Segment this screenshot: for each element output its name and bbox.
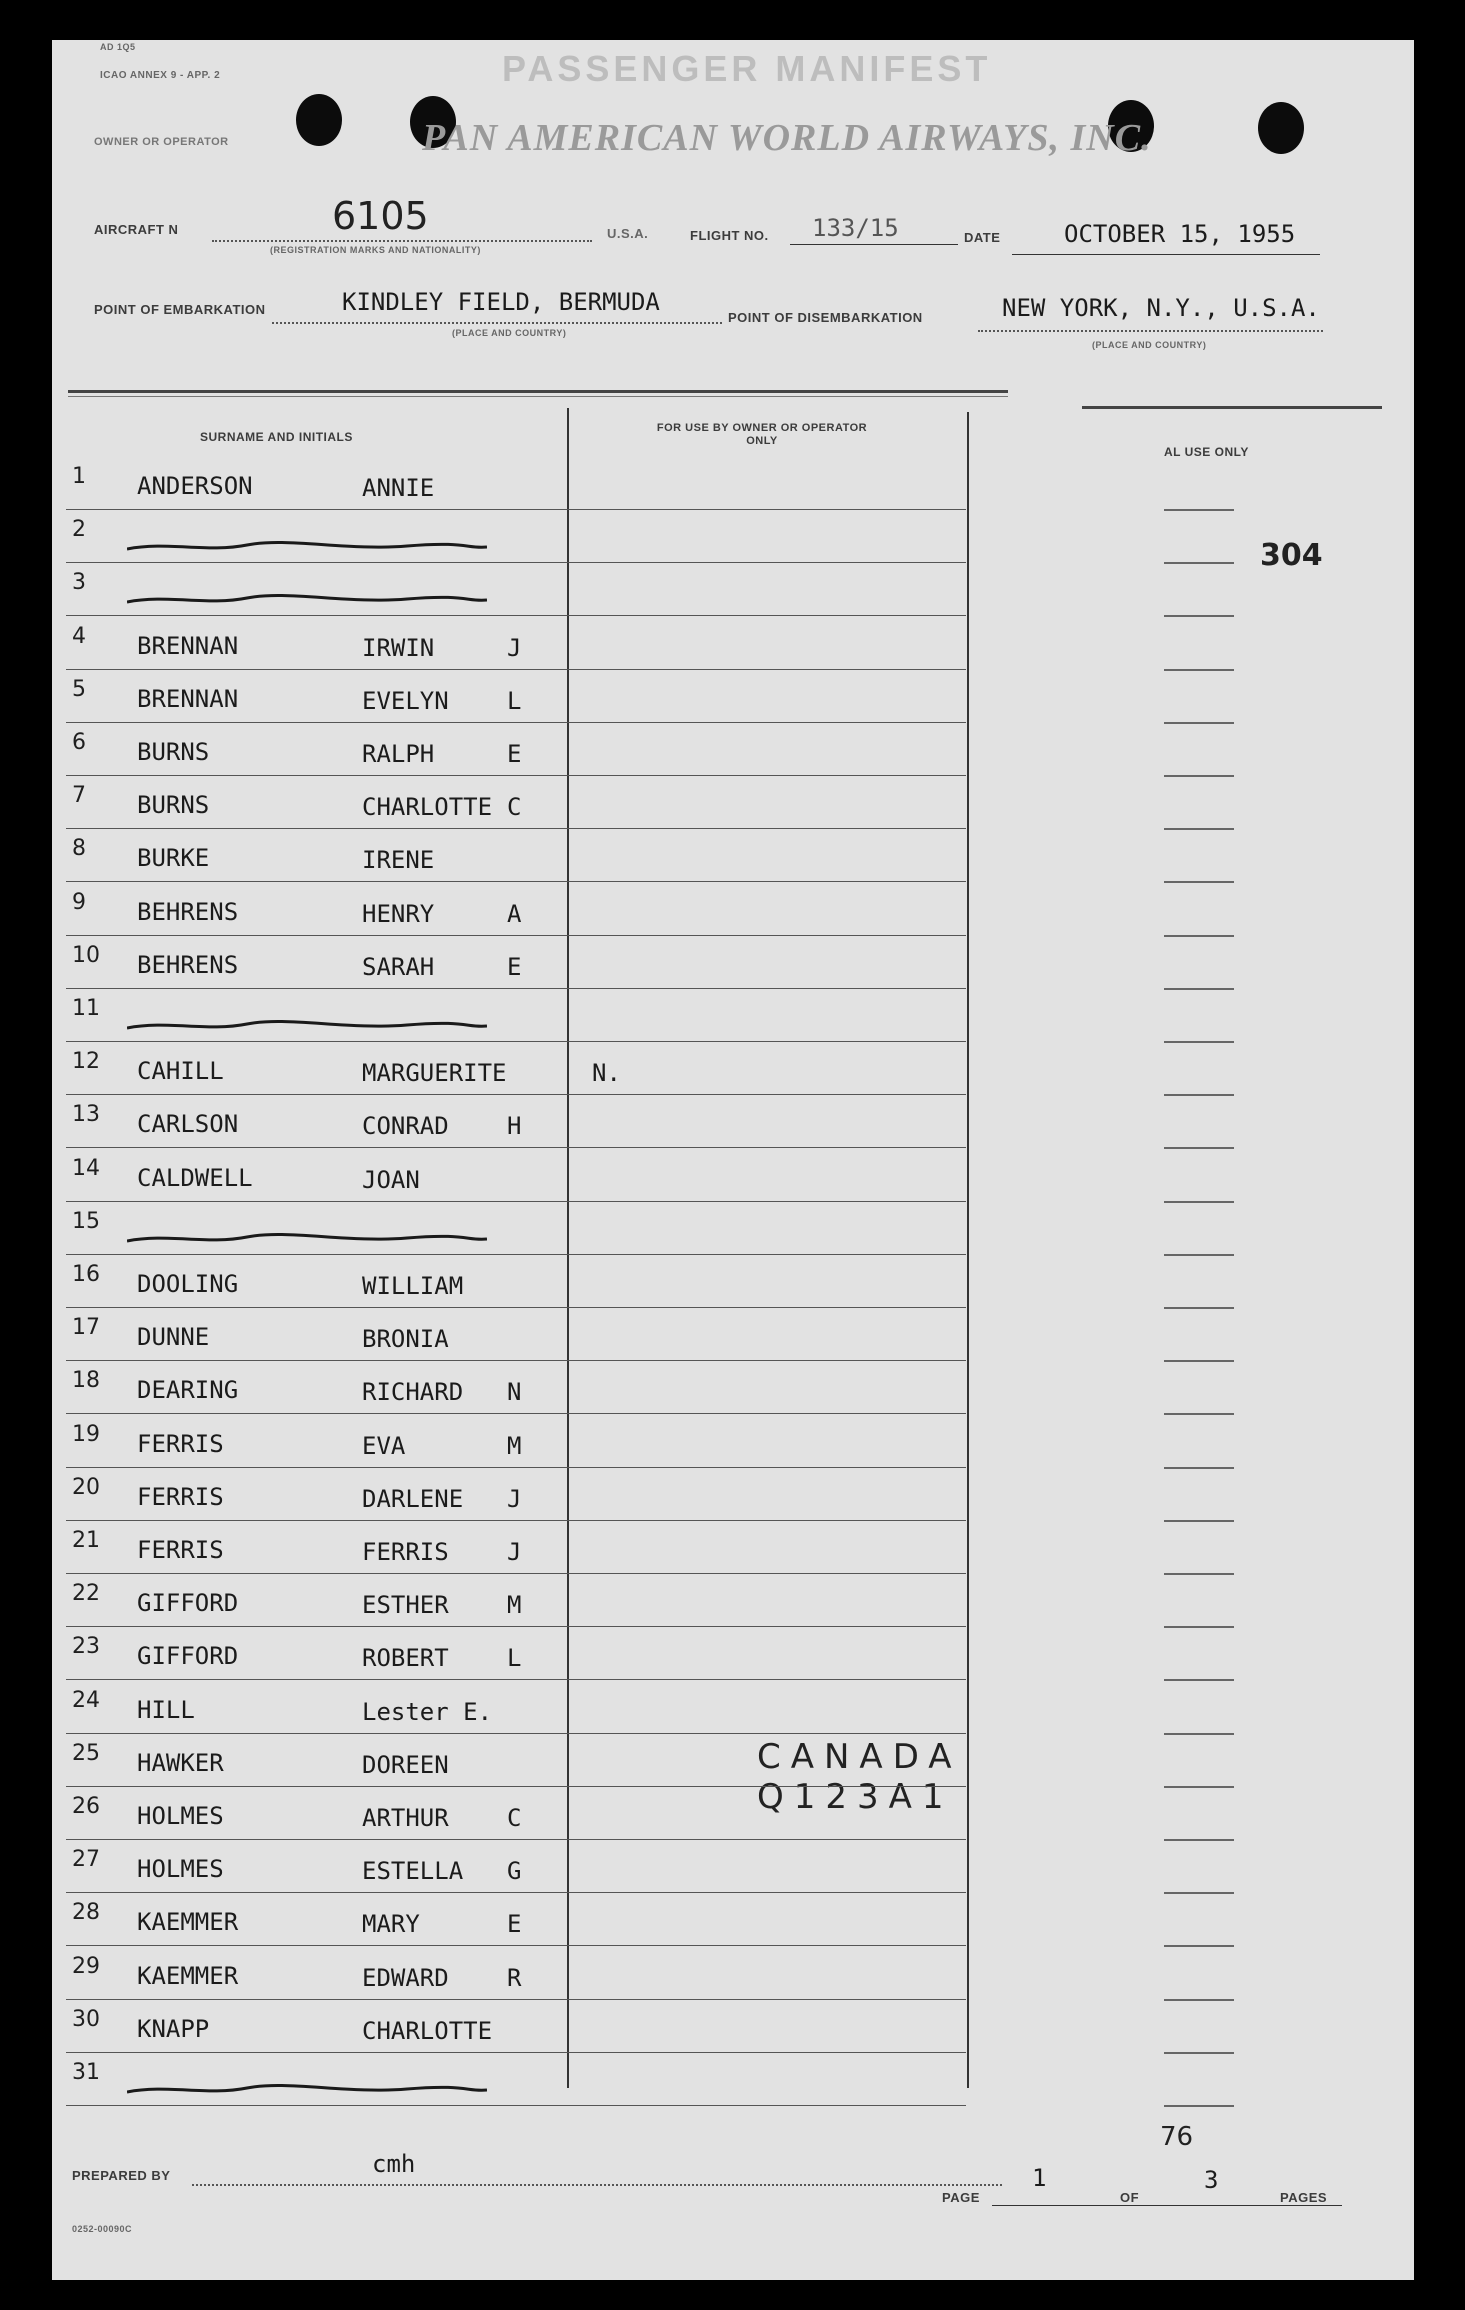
passenger-surname: BEHRENS: [137, 951, 239, 979]
official-row-rule: [1164, 722, 1234, 724]
row-number: 18: [72, 1368, 100, 1393]
page-value: 1: [1032, 2164, 1047, 2192]
row-number: 30: [72, 2007, 100, 2032]
official-row-rule: [1164, 1201, 1234, 1203]
official-row-rule: [1164, 1041, 1234, 1043]
passenger-surname: KAEMMER: [137, 1908, 239, 1936]
row-number: 25: [72, 1741, 100, 1766]
official-row-rule: [1164, 1520, 1234, 1522]
official-row-rule: [1164, 775, 1234, 777]
official-row-rule: [1164, 669, 1234, 671]
passenger-surname: DEARING: [137, 1376, 239, 1404]
passenger-given-name: MARGUERITE: [362, 1059, 507, 1087]
passenger-given-name: JOAN: [362, 1166, 420, 1194]
strikeout-scribble: [127, 1231, 487, 1247]
row-rule: [66, 1945, 966, 1946]
official-row-rule: [1164, 1733, 1234, 1735]
passenger-surname: FERRIS: [137, 1483, 224, 1511]
total-note: 76: [1160, 2122, 1194, 2152]
strikeout-scribble: [127, 539, 487, 555]
official-row-rule: [1164, 615, 1234, 617]
disembark-label: POINT OF DISEMBARKATION: [728, 310, 923, 325]
embark-sub: (PLACE AND COUNTRY): [452, 328, 567, 338]
official-row-rule: [1164, 1999, 1234, 2001]
passenger-surname: CARLSON: [137, 1110, 239, 1138]
passenger-surname: BEHRENS: [137, 898, 239, 926]
row-rule: [66, 669, 966, 670]
passenger-given-name: EVA: [362, 1432, 406, 1460]
row-rule: [66, 775, 966, 776]
date-value: OCTOBER 15, 1955: [1064, 220, 1296, 248]
passenger-given-name: IRWIN: [362, 634, 435, 662]
row-number: 5: [72, 677, 86, 702]
punch-hole: [296, 94, 342, 146]
row-rule: [66, 1786, 966, 1787]
passenger-initial: J: [507, 1538, 522, 1566]
row-number: 27: [72, 1847, 100, 1872]
row-rule: [66, 1467, 966, 1468]
row-number: 21: [72, 1528, 100, 1553]
passenger-initial: L: [507, 687, 522, 715]
row-rule: [66, 722, 966, 723]
row-rule: [66, 828, 966, 829]
row-number: 6: [72, 730, 86, 755]
official-row-rule: [1164, 935, 1234, 937]
official-row-rule: [1164, 828, 1234, 830]
official-row-rule: [1164, 1786, 1234, 1788]
row-number: 28: [72, 1900, 100, 1925]
official-number: 304: [1260, 538, 1323, 573]
row-rule: [66, 1041, 966, 1042]
row-rule: [66, 1839, 966, 1840]
row-number: 16: [72, 1262, 100, 1287]
passenger-given-name: DOREEN: [362, 1751, 449, 1779]
row-number: 29: [72, 1954, 100, 1979]
col-surname-header: SURNAME AND INITIALS: [200, 430, 353, 444]
row-number: 23: [72, 1634, 100, 1659]
passenger-surname: DOOLING: [137, 1270, 239, 1298]
prepared-label: PREPARED BY: [72, 2168, 171, 2183]
passenger-given-name: ESTELLA: [362, 1857, 464, 1885]
row-number: 12: [72, 1049, 100, 1074]
row-rule: [66, 1360, 966, 1361]
passenger-surname: HOLMES: [137, 1802, 224, 1830]
row-number: 10: [72, 943, 100, 968]
row-number: 3: [72, 570, 86, 595]
passenger-surname: BURNS: [137, 738, 210, 766]
passenger-given-name: CHARLOTTE: [362, 793, 493, 821]
row-number: 24: [72, 1688, 100, 1713]
row-number: 31: [72, 2060, 100, 2085]
aircraft-number: 6105: [332, 194, 429, 238]
form-title: PASSENGER MANIFEST: [502, 48, 992, 89]
passenger-initial: E: [507, 1910, 522, 1938]
official-row-rule: [1164, 1945, 1234, 1947]
row-number: 9: [72, 890, 86, 915]
nationality: U.S.A.: [607, 226, 649, 241]
aircraft-sub: (REGISTRATION MARKS AND NATIONALITY): [270, 245, 481, 255]
passenger-initial: M: [507, 1432, 522, 1460]
manifest-sheet: [52, 40, 1414, 2280]
passenger-initial: M: [507, 1591, 522, 1619]
passenger-given-name: FERRIS: [362, 1538, 449, 1566]
punch-hole: [1258, 102, 1304, 154]
official-row-rule: [1164, 1467, 1234, 1469]
row-rule: [66, 1733, 966, 1734]
row-rule: [66, 1094, 966, 1095]
operator-label: OWNER OR OPERATOR: [94, 136, 229, 148]
passenger-given-name: ANNIE: [362, 474, 435, 502]
official-row-rule: [1164, 988, 1234, 990]
passenger-surname: KAEMMER: [137, 1962, 239, 1990]
row-rule: [66, 562, 966, 563]
row-number: 8: [72, 836, 86, 861]
passenger-given-name: CHARLOTTE: [362, 2017, 493, 2045]
row-rule: [66, 1892, 966, 1893]
embark-label: POINT OF EMBARKATION: [94, 302, 266, 317]
official-row-rule: [1164, 1413, 1234, 1415]
passenger-given-name: BRONIA: [362, 1325, 449, 1353]
row-rule: [66, 1307, 966, 1308]
passenger-given-name: ESTHER: [362, 1591, 449, 1619]
row-rule: [66, 881, 966, 882]
official-row-rule: [1164, 1094, 1234, 1096]
official-row-rule: [1164, 1679, 1234, 1681]
disembark-value: NEW YORK, N.Y., U.S.A.: [1002, 294, 1320, 322]
date-label: DATE: [964, 230, 1001, 245]
passenger-given-name: DARLENE: [362, 1485, 464, 1513]
passenger-initial: L: [507, 1644, 522, 1672]
passenger-surname: BRENNAN: [137, 685, 239, 713]
official-row-rule: [1164, 1892, 1234, 1894]
row-rule: [66, 2052, 966, 2053]
passenger-initial: C: [507, 793, 522, 821]
passenger-initial: J: [507, 634, 522, 662]
row-number: 22: [72, 1581, 100, 1606]
official-row-rule: [1164, 562, 1234, 564]
row-number: 1: [72, 464, 86, 489]
owner-note: CANADA Q123A1: [757, 1737, 962, 1817]
passenger-surname: HAWKER: [137, 1749, 224, 1777]
passenger-initial: G: [507, 1857, 522, 1885]
strikeout-scribble: [127, 2082, 487, 2098]
form-number: 0252-00090C: [72, 2224, 133, 2234]
passenger-given-name: CONRAD: [362, 1112, 449, 1140]
row-number: 26: [72, 1794, 100, 1819]
passenger-given-name: ARTHUR: [362, 1804, 449, 1832]
passenger-surname: GIFFORD: [137, 1589, 239, 1617]
official-row-rule: [1164, 509, 1234, 511]
official-row-rule: [1164, 1307, 1234, 1309]
passenger-given-name: ROBERT: [362, 1644, 449, 1672]
row-rule: [66, 1201, 966, 1202]
passenger-given-name: Lester E.: [362, 1698, 493, 1726]
row-rule: [66, 1254, 966, 1255]
passenger-initial: A: [507, 900, 522, 928]
passenger-surname: HILL: [137, 1696, 195, 1724]
row-number: 13: [72, 1102, 100, 1127]
flight-label: FLIGHT NO.: [690, 228, 769, 243]
passenger-given-name: HENRY: [362, 900, 435, 928]
passenger-surname: BURKE: [137, 844, 210, 872]
passenger-given-name: IRENE: [362, 846, 435, 874]
row-number: 2: [72, 517, 86, 542]
passenger-surname: FERRIS: [137, 1536, 224, 1564]
embark-value: KINDLEY FIELD, BERMUDA: [342, 288, 660, 316]
passenger-initial: R: [507, 1964, 522, 1992]
row-number: 11: [72, 996, 100, 1021]
row-rule: [66, 615, 966, 616]
disembark-sub: (PLACE AND COUNTRY): [1092, 340, 1207, 350]
passenger-surname: ANDERSON: [137, 472, 253, 500]
prepared-value: cmh: [372, 2150, 416, 2178]
passenger-surname: HOLMES: [137, 1855, 224, 1883]
strikeout-scribble: [127, 592, 487, 608]
official-row-rule: [1164, 1573, 1234, 1575]
row-number: 7: [72, 783, 86, 808]
passenger-surname: DUNNE: [137, 1323, 210, 1351]
passenger-initial: E: [507, 740, 522, 768]
row-rule: [66, 1999, 966, 2000]
passenger-initial: C: [507, 1804, 522, 1832]
official-row-rule: [1164, 1147, 1234, 1149]
passenger-given-name: MARY: [362, 1910, 420, 1938]
row-number: 19: [72, 1422, 100, 1447]
of-value: 3: [1204, 2166, 1219, 2194]
col-owner-header: FOR USE BY OWNER OR OPERATOR ONLY: [656, 422, 868, 447]
passenger-surname: CALDWELL: [137, 1164, 253, 1192]
aircraft-label: AIRCRAFT N: [94, 222, 179, 237]
passenger-given-name: SARAH: [362, 953, 435, 981]
passenger-initial: J: [507, 1485, 522, 1513]
page-label: PAGE: [942, 2190, 980, 2205]
passenger-surname: FERRIS: [137, 1430, 224, 1458]
passenger-initial: N: [507, 1378, 522, 1406]
row-rule: [66, 1573, 966, 1574]
official-row-rule: [1164, 1839, 1234, 1841]
flight-number: 133/15: [812, 214, 899, 242]
passenger-given-name: EVELYN: [362, 687, 449, 715]
passenger-surname: CAHILL: [137, 1057, 224, 1085]
passenger-surname: BURNS: [137, 791, 210, 819]
row-rule: [66, 1147, 966, 1148]
row-number: 20: [72, 1475, 100, 1500]
form-code: AD 1Q5: [100, 42, 136, 52]
of-label: OF: [1120, 2190, 1140, 2205]
strikeout-scribble: [127, 1018, 487, 1034]
passenger-given-name: WILLIAM: [362, 1272, 464, 1300]
official-row-rule: [1164, 1254, 1234, 1256]
row-rule: [66, 1679, 966, 1680]
passenger-initial: E: [507, 953, 522, 981]
passenger-given-name: RALPH: [362, 740, 435, 768]
official-row-rule: [1164, 2105, 1234, 2107]
official-row-rule: [1164, 1360, 1234, 1362]
row-rule: [66, 2105, 966, 2106]
official-row-rule: [1164, 1626, 1234, 1628]
row-number: 4: [72, 624, 86, 649]
row-rule: [66, 988, 966, 989]
passenger-surname: KNAPP: [137, 2015, 210, 2043]
row-number: 15: [72, 1209, 100, 1234]
passenger-surname: BRENNAN: [137, 632, 239, 660]
row-number: 17: [72, 1315, 100, 1340]
pages-label: PAGES: [1280, 2190, 1328, 2205]
row-number: 14: [72, 1156, 100, 1181]
passenger-surname: GIFFORD: [137, 1642, 239, 1670]
row-rule: [66, 1413, 966, 1414]
col-official-header: AL USE ONLY: [1164, 445, 1249, 459]
passenger-initial: H: [507, 1112, 522, 1140]
official-row-rule: [1164, 2052, 1234, 2054]
operator-name: PAN AMERICAN WORLD AIRWAYS, INC.: [422, 117, 1152, 159]
owner-note: N.: [592, 1059, 621, 1087]
passenger-given-name: EDWARD: [362, 1964, 449, 1992]
row-rule: [66, 1626, 966, 1627]
row-rule: [66, 1520, 966, 1521]
row-rule: [66, 935, 966, 936]
passenger-given-name: RICHARD: [362, 1378, 464, 1406]
form-annex: ICAO ANNEX 9 - APP. 2: [100, 70, 221, 81]
row-rule: [66, 509, 966, 510]
official-row-rule: [1164, 881, 1234, 883]
